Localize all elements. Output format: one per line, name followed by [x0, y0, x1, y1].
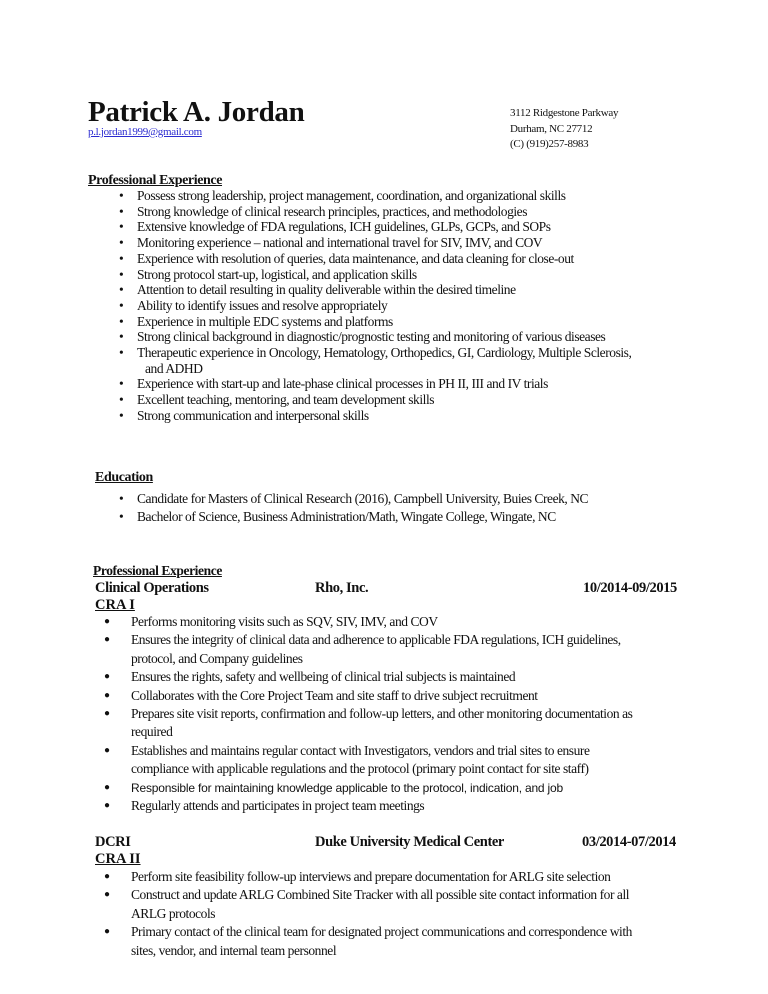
list-item-continuation: sites, vendor, and internal team personnel: [131, 942, 337, 958]
list-item: ● Ensures the rights, safety and wellbeing of clinical trial subjects is maintained: [0, 668, 700, 686]
education-list: [0, 490, 720, 525]
job-role: CRA I: [95, 597, 135, 613]
list-item: • Experience with start-up and late-phase clinical processes in PH II, III and IV trials: [0, 376, 720, 392]
list-item: • Possess strong leadership, project management, coordination, and organizational skills: [0, 188, 720, 204]
list-item: ● Ensures the integrity of clinical data and adherence to applicable FDA regulations, ICH guidelines,: [0, 631, 700, 649]
job-dept: DCRI: [95, 834, 131, 850]
list-item: • Excellent teaching, mentoring, and team development skills: [0, 392, 720, 408]
list-item-continuation: compliance with applicable regulations and the protocol (primary point contact for site staff): [131, 761, 589, 777]
list-item: • Strong knowledge of clinical research principles, practices, and methodologies: [0, 204, 720, 220]
list-item: ● Collaborates with the Core Project Team and site staff to drive subject recruitment: [0, 687, 700, 705]
email-link[interactable]: p.l.jordan1999@gmail.com: [88, 126, 202, 138]
phone: (C) (919)257-8983: [510, 138, 589, 150]
list-item: ● Regularly attends and participates in project team meetings: [0, 797, 700, 815]
list-item: • Bachelor of Science, Business Administration/Math, Wingate College, Wingate, NC: [0, 508, 720, 526]
job-company: Rho, Inc.: [315, 580, 369, 596]
job-dates: 03/2014-07/2014: [582, 834, 676, 850]
list-item: ● Primary contact of the clinical team for designated project communications and correspondence with: [0, 923, 700, 941]
summary-list: [0, 188, 720, 424]
candidate-name: Patrick A. Jordan: [88, 96, 305, 128]
job-duties: [0, 613, 700, 815]
summary-heading: Professional Experience: [88, 173, 223, 188]
job-company: Duke University Medical Center: [315, 834, 504, 850]
list-item: • Experience in multiple EDC systems and platforms: [0, 314, 720, 330]
list-item: • Candidate for Masters of Clinical Research (2016), Campbell University, Buies Creek, NC: [0, 490, 720, 508]
list-item-continuation: required: [131, 724, 173, 740]
list-item: • Strong clinical background in diagnostic/prognostic testing and monitoring of various diseases: [0, 329, 720, 345]
list-item: • Strong protocol start-up, logistical, and application skills: [0, 267, 720, 283]
list-item-continuation: and ADHD: [145, 360, 203, 376]
list-item: ● Establishes and maintains regular contact with Investigators, vendors and trial sites to ensure: [0, 742, 700, 760]
experience-heading: Professional Experience: [93, 563, 222, 578]
list-item: • Ability to identify issues and resolve appropriately: [0, 298, 720, 314]
address-line1: 3112 Ridgestone Parkway: [510, 107, 619, 119]
list-item-continuation: protocol, and Company guidelines: [131, 650, 303, 666]
job-role: CRA II: [95, 851, 141, 867]
job-dept: Clinical Operations: [95, 580, 209, 596]
list-item: • Experience with resolution of queries, data maintenance, and data cleaning for close-out: [0, 251, 720, 267]
list-item: ● Prepares site visit reports, confirmation and follow-up letters, and other monitoring documentation as: [0, 705, 700, 723]
list-item-continuation: ARLG protocols: [131, 905, 216, 921]
address-line2: Durham, NC 27712: [510, 122, 593, 135]
list-item: • Extensive knowledge of FDA regulations, ICH guidelines, GLPs, GCPs, and SOPs: [0, 219, 720, 235]
list-item: ● Responsible for maintaining knowledge applicable to the protocol, indication, and job: [0, 779, 700, 797]
job-duties: [0, 868, 700, 960]
contact-block: [510, 106, 618, 153]
job-dates: 10/2014-09/2015: [583, 580, 677, 596]
list-item: ● Performs monitoring visits such as SQV, SIV, IMV, and COV: [0, 613, 700, 631]
list-item: • Strong communication and interpersonal skills: [0, 408, 720, 424]
list-item: ● Perform site feasibility follow-up interviews and prepare documentation for ARLG site selection: [0, 868, 700, 886]
list-item: • Therapeutic experience in Oncology, Hematology, Orthopedics, GI, Cardiology, Multiple Sclerosis,: [0, 345, 720, 361]
list-item: • Monitoring experience – national and international travel for SIV, IMV, and COV: [0, 235, 720, 251]
list-item: • Attention to detail resulting in quality deliverable within the desired timeline: [0, 282, 720, 298]
education-heading: Education: [95, 470, 153, 485]
list-item: ● Construct and update ARLG Combined Site Tracker with all possible site contact information for all: [0, 886, 700, 904]
